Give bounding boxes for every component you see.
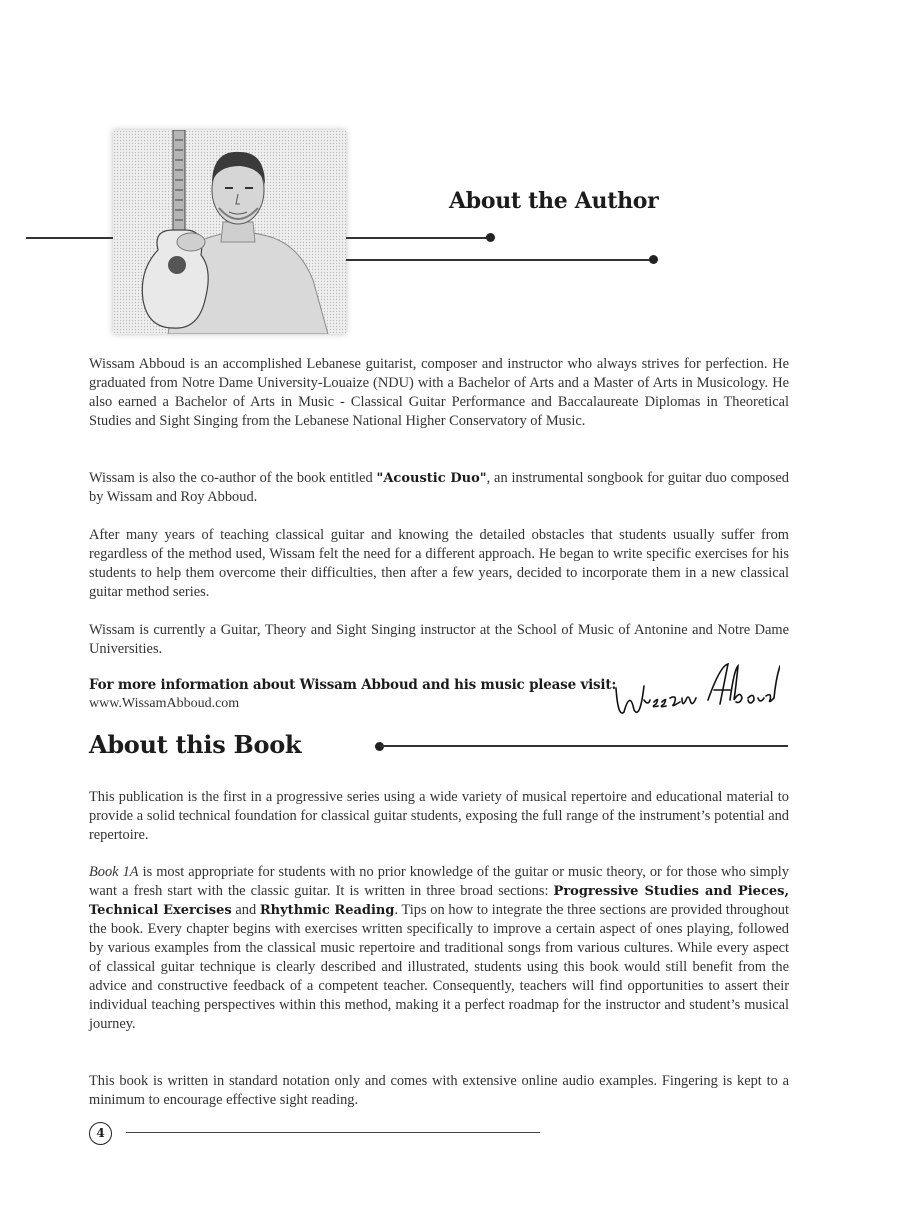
about-author-title: About the Author xyxy=(449,188,659,214)
book-desc-part-a: is most appropriate for students with no prior knowledge of the guitar or music theory, or for those who simply want a fresh start with the classic guitar. It is written in three broad sections: xyxy=(89,864,789,899)
footer-line xyxy=(126,1132,540,1133)
decor-line-right-2 xyxy=(346,259,652,261)
book-notation-paragraph: This book is written in standard notation only and comes with extensive online audio examples. Fingering is kept to a minimum to encourage effective sight reading. xyxy=(89,1073,789,1108)
decor-line-book xyxy=(380,745,788,747)
section-separator: , xyxy=(784,884,789,899)
decor-dot-1 xyxy=(486,233,495,242)
author-coauthor-paragraph xyxy=(89,469,789,507)
decor-line-right-1 xyxy=(346,237,488,239)
section-rhythmic: Rhythmic Reading xyxy=(259,903,395,918)
author-teaching-paragraph: After many years of teaching classical guitar and knowing the detailed obstacles that students usually suffer from regardless of the method used, Wissam felt the need for a different approach. He began to write specific exercises for his students to help them overcome their difficulties, then after a few years, decided to incorporate them in a new classical guitar method series. xyxy=(89,527,789,600)
book-description-paragraph xyxy=(89,863,789,1034)
visit-info-text: For more information about Wissam Abboud and his music please visit: xyxy=(89,677,617,693)
author-current-paragraph: Wissam is currently a Guitar, Theory and Sight Singing instructor at the School of Music of Antonine and Notre Dame Universities. xyxy=(89,622,789,657)
coauthor-suffix: , an instrumental songbook for guitar duo composed by Wissam and Roy Abboud. xyxy=(89,470,789,505)
about-book-title: About this Book xyxy=(89,730,302,759)
section-progressive: Progressive Studies and Pieces xyxy=(553,884,785,899)
coauthor-prefix: Wissam is also the co-author of the book entitled xyxy=(89,470,377,486)
section-technical: Technical Exercises xyxy=(89,903,232,918)
coauthor-book-title: "Acoustic Duo" xyxy=(376,471,487,486)
book-intro-paragraph: This publication is the first in a progressive series using a wide variety of musical repertoire and educational material to provide a solid technical foundation for classical guitar students, exposing the full range of the instrument’s potential and repertoire. xyxy=(89,789,789,843)
page-number: 4 xyxy=(89,1122,112,1145)
book-desc-part-b: . Tips on how to integrate the three sections are provided throughout the book. Every chapter begins with exercises written specifically to improve a certain aspect of ones playing, followed by various examples from the classical music repertoire and traditional songs from various cultures. While every aspect of classical guitar technique is clearly described and illustrated, students using this book would still benefit from the advice and constructive feedback of a competent teacher. Consequently, teachers will find opportunities to assert their individual teaching perspectives within this method, making it a perfect roadmap for the instructor and student’s musical journey. xyxy=(89,902,789,1032)
signature-image xyxy=(610,660,780,722)
author-bio-paragraph: Wissam Abboud is an accomplished Lebanese guitarist, composer and instructor who always strives for perfection. He graduated from Notre Dame University-Louaize (NDU) with a Bachelor of Arts and a Master of Arts in Musicology. He also earned a Bachelor of Arts in Music - Classical Guitar Performance and Baccalaureate Diplomas in Theoretical Studies and Sight Singing from the Lebanese National Higher Conservatory of Music. xyxy=(89,356,789,429)
decor-line-left xyxy=(26,237,113,239)
decor-dot-2 xyxy=(649,255,658,264)
website-link[interactable]: www.WissamAbboud.com xyxy=(89,696,240,711)
book-name: Book 1A xyxy=(89,864,139,880)
section-and: and xyxy=(231,902,260,918)
author-photo-illustration xyxy=(113,130,346,334)
author-photo xyxy=(113,130,346,334)
